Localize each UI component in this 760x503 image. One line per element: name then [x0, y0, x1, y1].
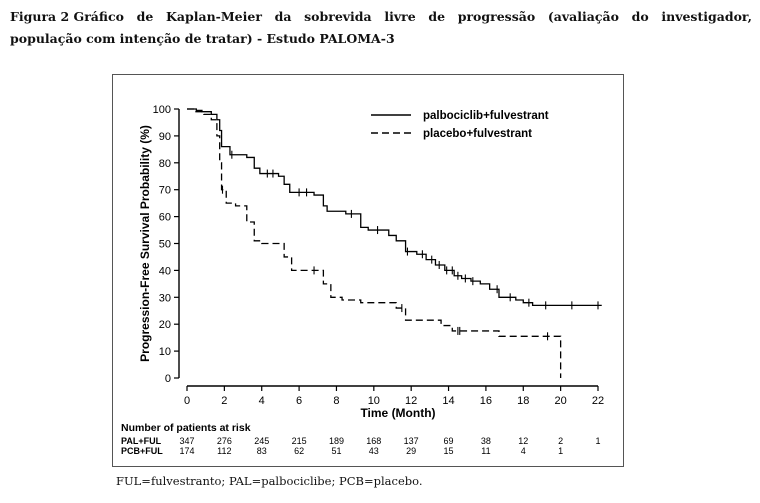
y-tick-label: 60: [158, 211, 171, 224]
legend-label: placebo+fulvestrant: [423, 128, 532, 140]
risk-count: 83: [256, 446, 267, 456]
risk-table: [121, 422, 601, 456]
risk-count: 62: [294, 446, 305, 456]
y-tick-label: 40: [158, 265, 171, 278]
risk-count: 215: [291, 436, 307, 446]
y-tick-label: 70: [158, 184, 171, 197]
risk-count: 347: [179, 436, 195, 446]
caption-line-1: [10, 6, 752, 28]
risk-count: 11: [481, 446, 491, 456]
risk-count: 38: [480, 436, 491, 446]
caption-word: da: [274, 9, 292, 24]
figure-frame: [112, 74, 624, 467]
risk-count: 112: [217, 446, 232, 456]
risk-count: 29: [406, 446, 417, 456]
kaplan-meier-chart: [113, 75, 623, 466]
footnote: FUL=fulvestranto; PAL=palbociclibe; PCB=placebo.: [116, 474, 423, 488]
series-line-palbociclib: [187, 109, 602, 305]
caption-word: Kaplan-Meier: [166, 9, 262, 24]
x-tick-label: 2: [221, 395, 228, 407]
caption-word: de: [136, 9, 154, 24]
caption-word: sobrevida: [304, 9, 372, 24]
x-tick-label: 0: [183, 395, 191, 407]
x-tick-label: 20: [554, 395, 567, 407]
y-axis-title: Progression-Free Survival Probability (%): [138, 125, 152, 362]
caption-word: Figura 2 Gráfico: [10, 9, 124, 24]
x-tick-label: 10: [367, 395, 380, 407]
risk-count: 69: [443, 436, 454, 446]
risk-count: 245: [254, 436, 270, 446]
caption-word: investigador,: [661, 9, 752, 24]
x-tick-label: 14: [442, 395, 455, 407]
x-tick-label: 8: [333, 395, 340, 407]
x-tick-label: 4: [258, 395, 265, 407]
caption-word: de: [428, 9, 446, 24]
x-tick-label: 18: [517, 395, 530, 407]
risk-count: 1: [558, 446, 564, 456]
y-tick-label: 0: [164, 373, 171, 385]
risk-count: 168: [366, 436, 382, 446]
series-line-placebo: [187, 109, 561, 378]
y-tick-label: 80: [158, 157, 171, 170]
x-tick-label: 16: [479, 395, 493, 407]
y-tick-label: 90: [158, 130, 171, 143]
risk-count: 15: [443, 446, 454, 456]
x-tick-label: 12: [405, 395, 418, 407]
legend-label: palbociclib+fulvestrant: [423, 110, 549, 122]
y-tick-label: 20: [158, 319, 171, 332]
axes-layer: [138, 104, 604, 420]
caption-word: do: [631, 9, 649, 24]
y-tick-label: 30: [158, 292, 171, 305]
x-axis-title: Time (Month): [360, 406, 436, 420]
risk-count: 189: [328, 436, 344, 446]
figure-caption: [10, 6, 752, 50]
risk-table-header: Number of patients at risk: [121, 422, 251, 434]
risk-count: 51: [331, 446, 342, 456]
caption-word: progressão: [457, 9, 536, 24]
caption-word: (avaliação: [547, 9, 619, 24]
risk-count: 4: [520, 446, 526, 456]
risk-count: 43: [368, 446, 379, 456]
series-layer: [187, 109, 602, 378]
risk-count: 2: [558, 436, 564, 446]
risk-count: 1: [595, 436, 601, 446]
risk-count: 12: [518, 436, 529, 446]
legend: [371, 110, 549, 140]
risk-row-label: PCB+FUL: [121, 446, 163, 456]
y-tick-label: 100: [152, 104, 171, 116]
risk-count: 276: [216, 436, 232, 446]
x-tick-label: 6: [296, 395, 303, 407]
caption-word: livre: [384, 9, 416, 24]
risk-count: 137: [403, 436, 419, 446]
y-tick-label: 50: [158, 238, 171, 251]
risk-count: 174: [179, 446, 195, 456]
x-tick-label: 22: [591, 395, 605, 407]
y-tick-label: 10: [158, 346, 171, 359]
caption-line-2: população com intenção de tratar) - Estudo PALOMA-3: [10, 31, 395, 46]
risk-row-label: PAL+FUL: [121, 436, 162, 446]
